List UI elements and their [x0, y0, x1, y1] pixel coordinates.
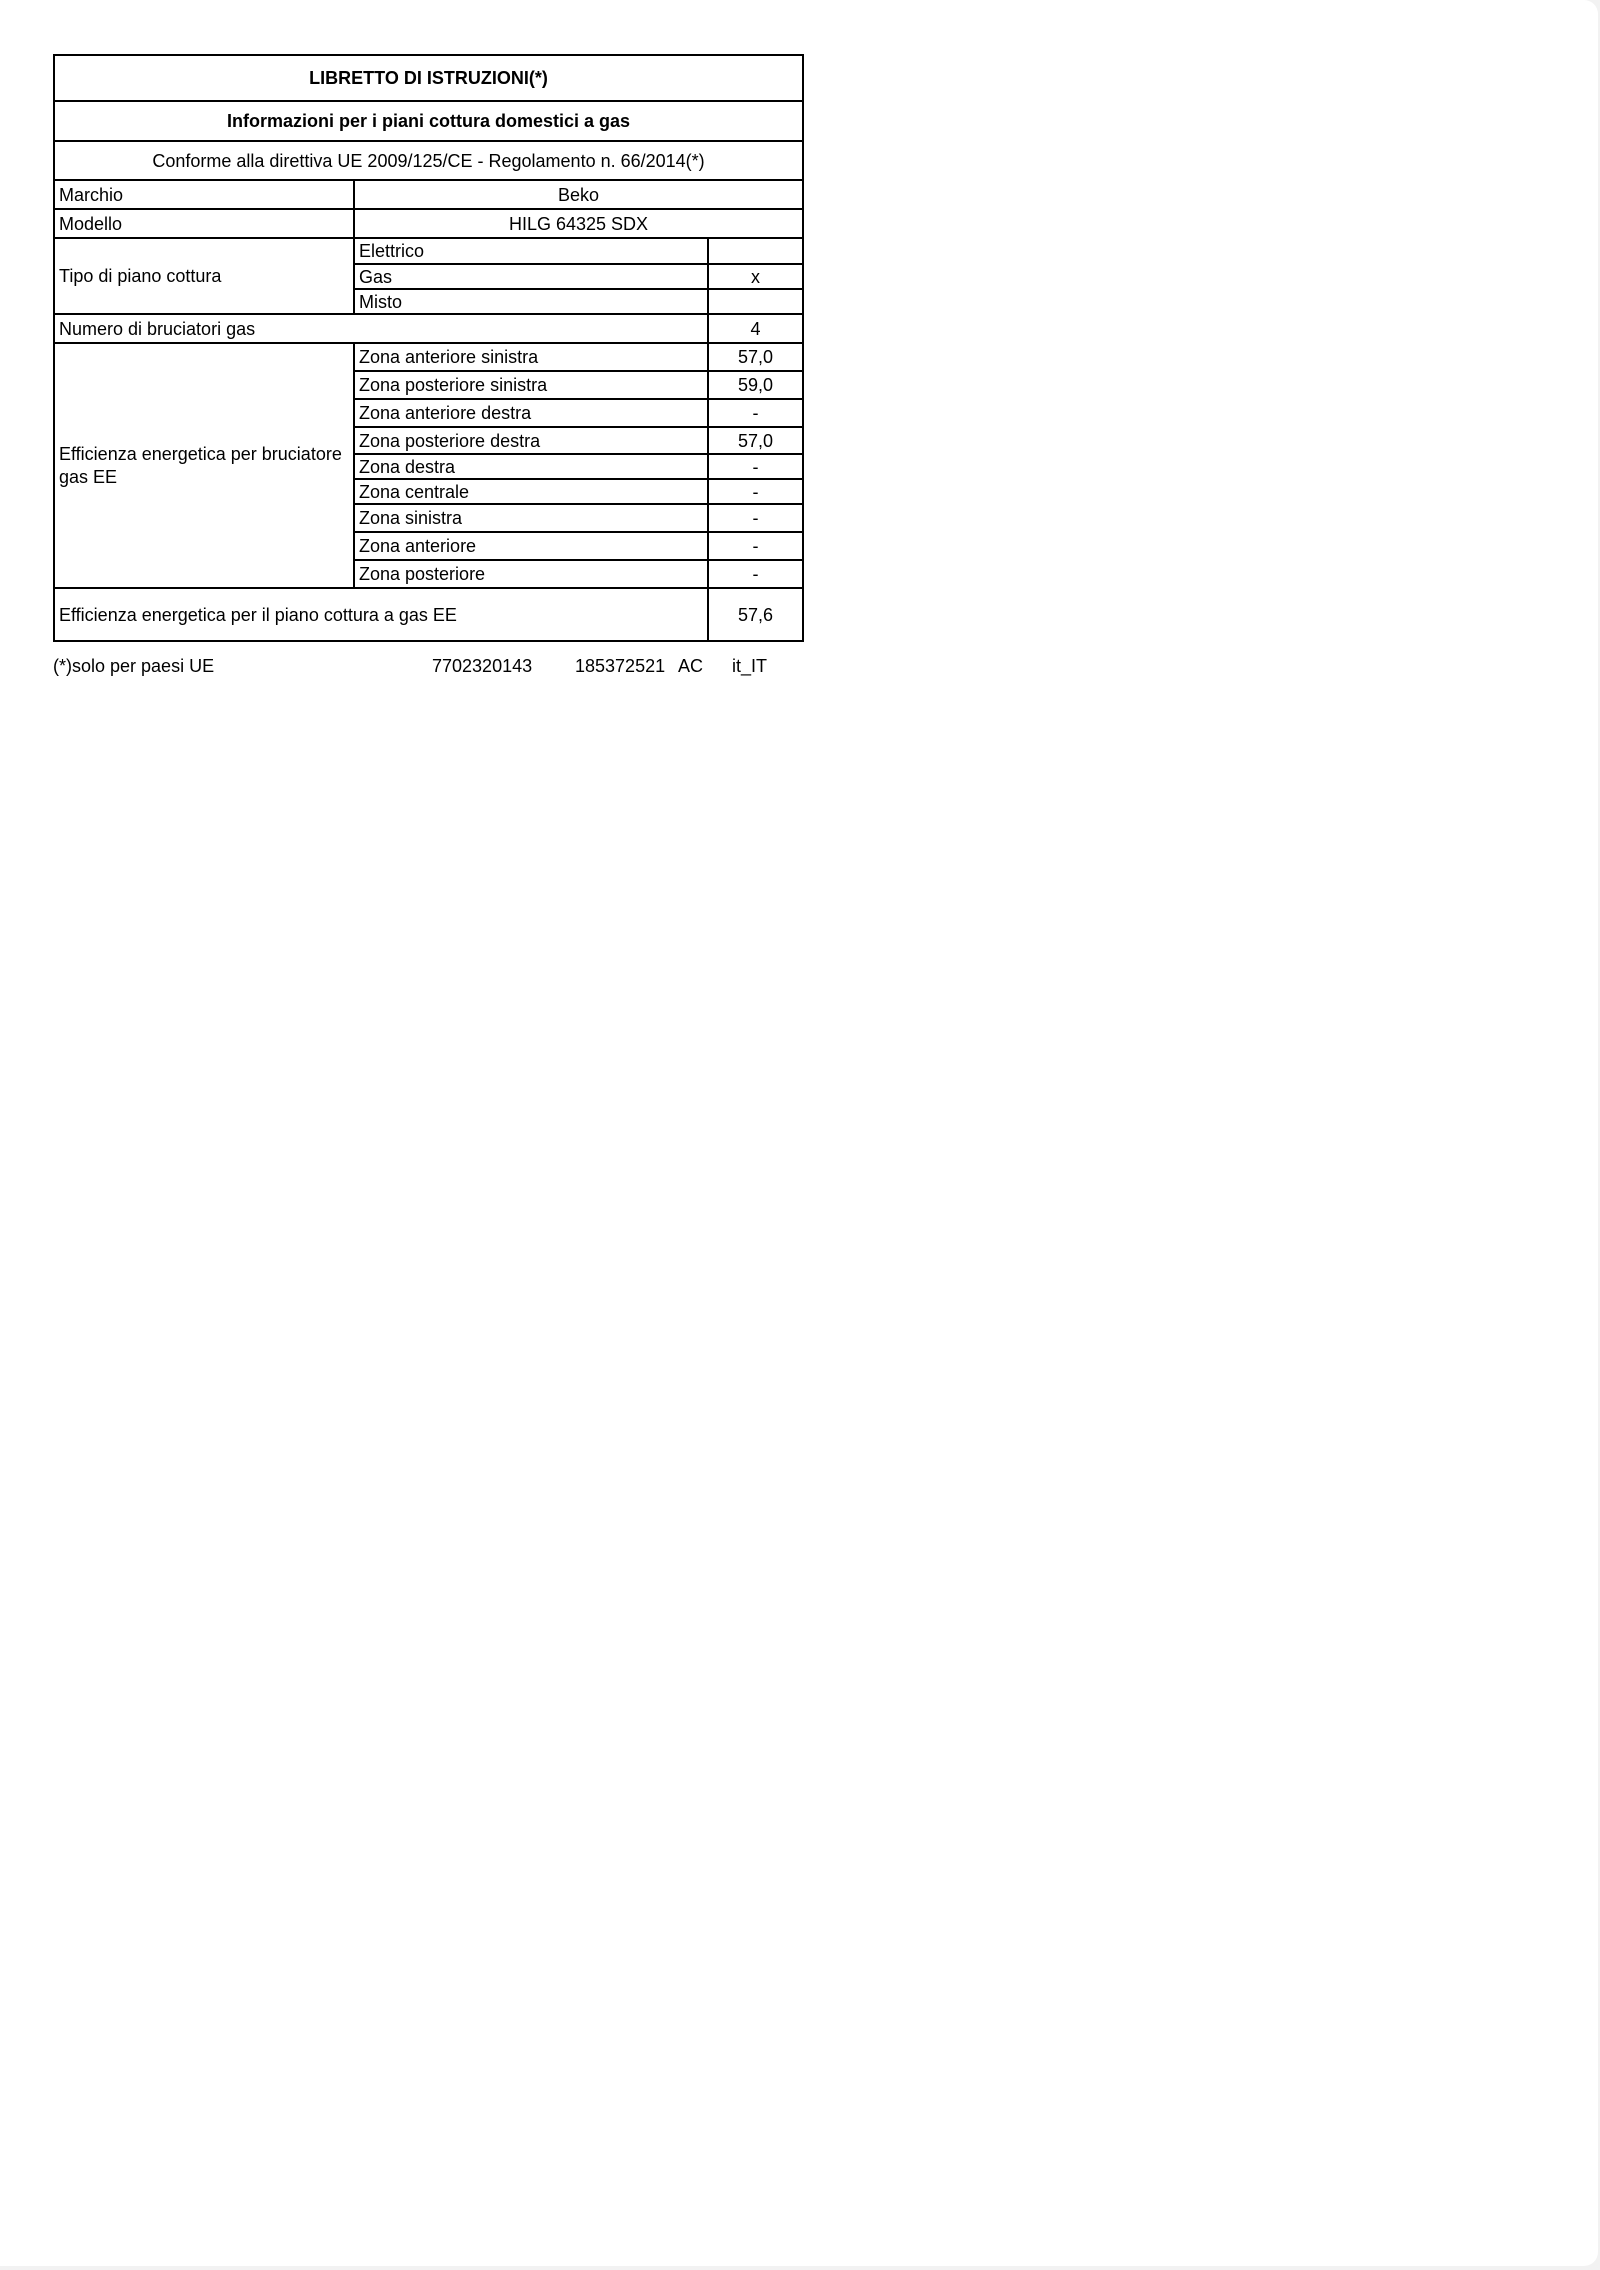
document-subtitle: Informazioni per i piani cottura domestici a gas — [54, 101, 803, 141]
model-value: HILG 64325 SDX — [354, 209, 803, 238]
zone-name: Zona posteriore — [354, 560, 708, 588]
zone-value: 57,0 — [708, 343, 803, 371]
hob-efficiency-row — [54, 588, 803, 641]
zone-value: 59,0 — [708, 371, 803, 399]
footer-note: (*)solo per paesi UE — [53, 656, 215, 676]
zone-name: Zona anteriore destra — [354, 399, 708, 427]
burner-efficiency-label: Efficienza energetica per bruciatore gas EE — [54, 343, 354, 588]
hob-type-option: Gas — [354, 264, 708, 289]
zone-value: - — [708, 479, 803, 504]
directive-row — [54, 141, 803, 180]
burners-value: 4 — [708, 314, 803, 343]
document-title: LIBRETTO DI ISTRUZIONI(*) — [54, 55, 803, 101]
brand-label: Marchio — [54, 180, 354, 209]
burners-label: Numero di bruciatori gas — [54, 314, 708, 343]
title-row — [54, 55, 803, 101]
zone-name: Zona destra — [354, 454, 708, 479]
brand-row — [54, 180, 803, 209]
zone-value: - — [708, 532, 803, 560]
footer-code: AC — [678, 656, 704, 676]
zone-name: Zona anteriore sinistra — [354, 343, 708, 371]
subtitle-row — [54, 101, 803, 141]
zone-value: - — [708, 399, 803, 427]
hob-efficiency-label: Efficienza energetica per il piano cottura a gas EE — [54, 588, 708, 641]
zone-name: Zona sinistra — [354, 504, 708, 532]
brand-value: Beko — [354, 180, 803, 209]
hob-type-mark: x — [708, 264, 803, 289]
zone-value: - — [708, 504, 803, 532]
burners-row — [54, 314, 803, 343]
zone-value: - — [708, 560, 803, 588]
footer — [53, 656, 813, 680]
hob-efficiency-value: 57,6 — [708, 588, 803, 641]
model-row — [54, 209, 803, 238]
footer-locale: it_IT — [732, 656, 768, 676]
zone-row — [54, 343, 803, 371]
directive-text: Conforme alla direttiva UE 2009/125/CE - Regolamento n. 66/2014(*) — [54, 141, 803, 180]
footer-code: 185372521 — [575, 656, 666, 676]
hob-type-option: Elettrico — [354, 238, 708, 264]
zone-name: Zona anteriore — [354, 532, 708, 560]
model-label: Modello — [54, 209, 354, 238]
footer-code: 7702320143 — [432, 656, 533, 676]
hob-type-label: Tipo di piano cottura — [54, 238, 354, 314]
zone-name: Zona posteriore sinistra — [354, 371, 708, 399]
zone-value: - — [708, 454, 803, 479]
zone-name: Zona posteriore destra — [354, 427, 708, 454]
hob-type-row — [54, 238, 803, 264]
hob-type-option: Misto — [354, 289, 708, 314]
zone-name: Zona centrale — [354, 479, 708, 504]
hob-type-mark — [708, 289, 803, 314]
hob-type-mark — [708, 238, 803, 264]
product-info-table — [53, 54, 804, 642]
zone-value: 57,0 — [708, 427, 803, 454]
